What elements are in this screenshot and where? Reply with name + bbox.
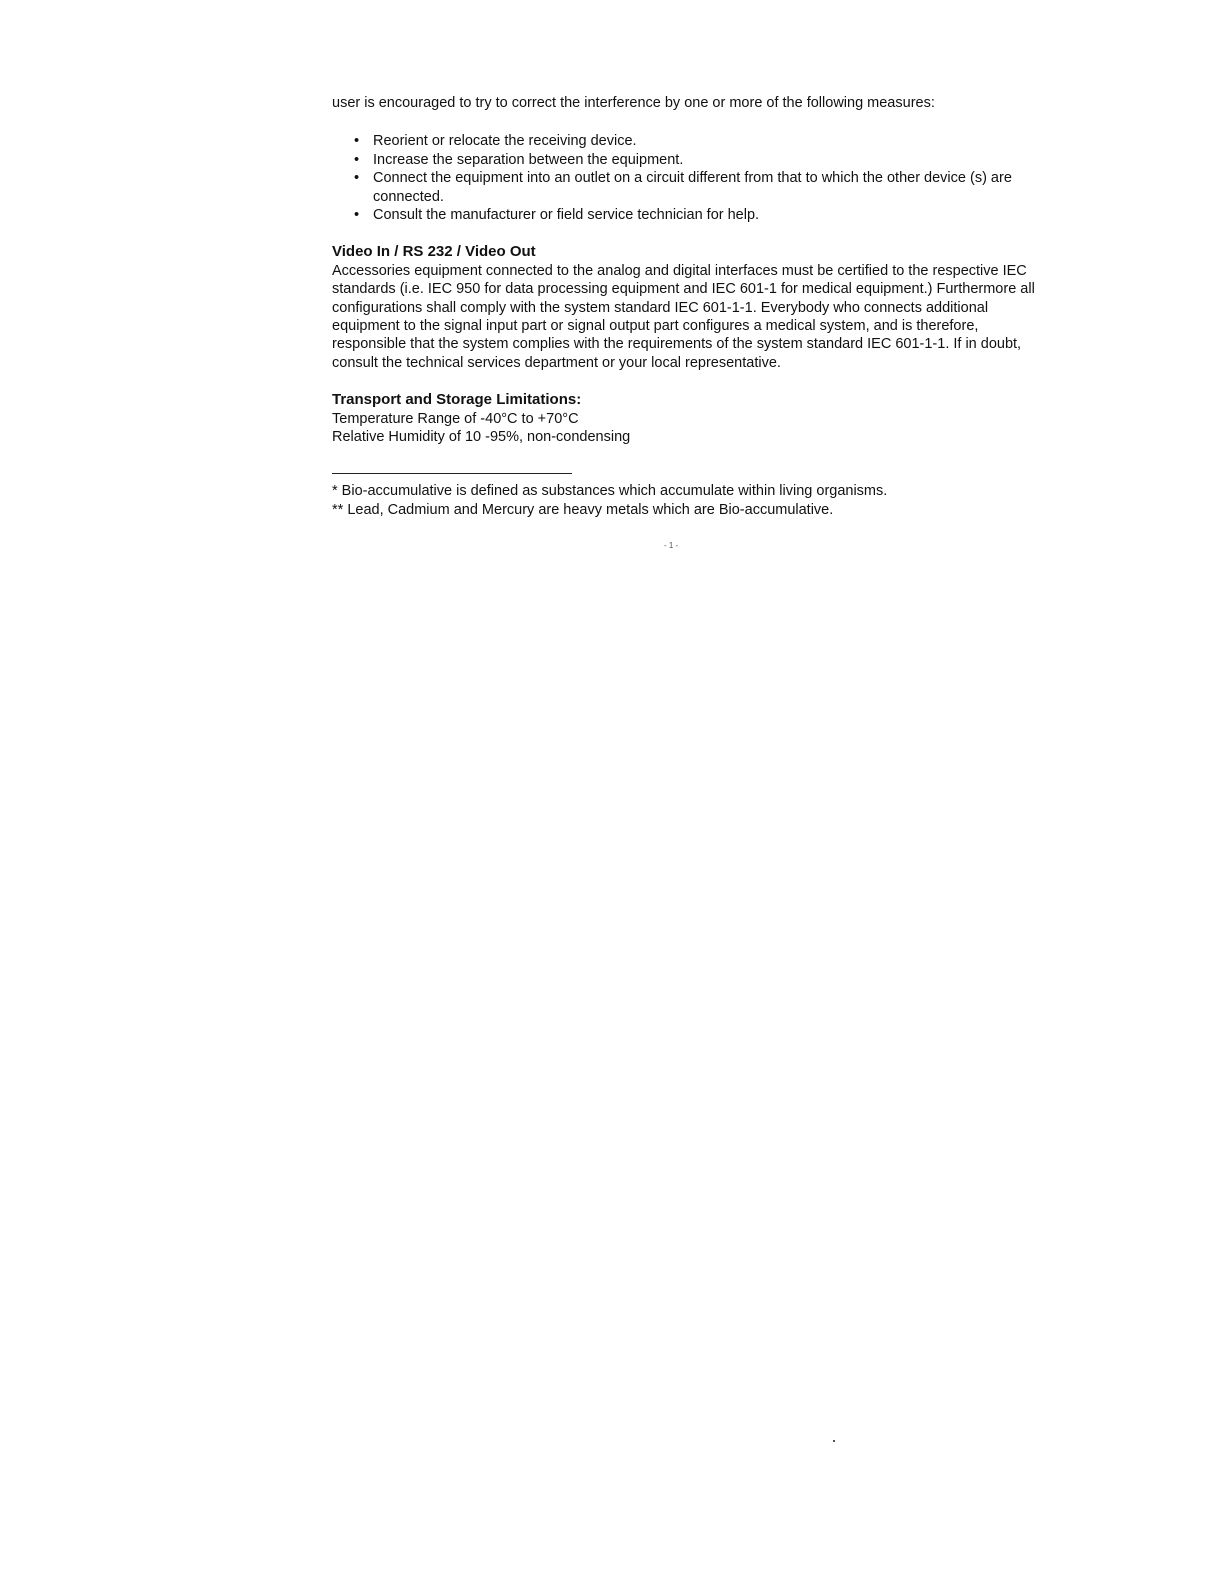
- measure-item-reorient: • Reorient or relocate the receiving device.: [350, 132, 1052, 150]
- footnote-divider: [332, 473, 572, 474]
- video-section-heading: Video In / RS 232 / Video Out: [332, 243, 536, 261]
- temperature-range: Temperature Range of -40°C to +70°C: [332, 410, 579, 427]
- relative-humidity: Relative Humidity of 10 -95%, non-condensing: [332, 429, 631, 446]
- measures-list: [332, 132, 1052, 224]
- page-number-mark: - 1 -: [664, 541, 679, 550]
- transport-section: [332, 391, 1052, 446]
- document-page: [332, 94, 1052, 520]
- video-section-body: Accessories equipment connected to the analog and digital interfaces must be certified to the respective IEC standards (i.e. IEC 950 for data processing equipment and IEC 601-1 for medical equipment.) Furthermore all configurations shall comply with the system standard IEC 601-1-1. Everybody who connects additional equipment to the signal input part or signal output part configures a medical system, and is therefore, responsible that the system complies with the requirements of the system standard IEC 601-1-1. If in doubt, consult the technical services department or your local representative.: [332, 262, 1035, 371]
- scan-speck: [833, 1440, 835, 1442]
- intro-paragraph: user is encouraged to try to correct the interference by one or more of the following measures:: [332, 95, 935, 111]
- transport-section-heading: Transport and Storage Limitations:: [332, 391, 582, 409]
- measure-item-outlet: • Connect the equipment into an outlet on a circuit different from that to which the other device (s) are connected.: [350, 169, 1052, 206]
- video-section: [332, 243, 1052, 372]
- measure-item-consult: • Consult the manufacturer or field service technician for help.: [350, 206, 1052, 224]
- footnote-heavy-metals: ** Lead, Cadmium and Mercury are heavy metals which are Bio-accumulative.: [332, 501, 834, 518]
- measure-item-separation: • Increase the separation between the equipment.: [350, 151, 1052, 169]
- footnote-bio-accumulative: * Bio-accumulative is defined as substances which accumulate within living organisms.: [332, 482, 888, 499]
